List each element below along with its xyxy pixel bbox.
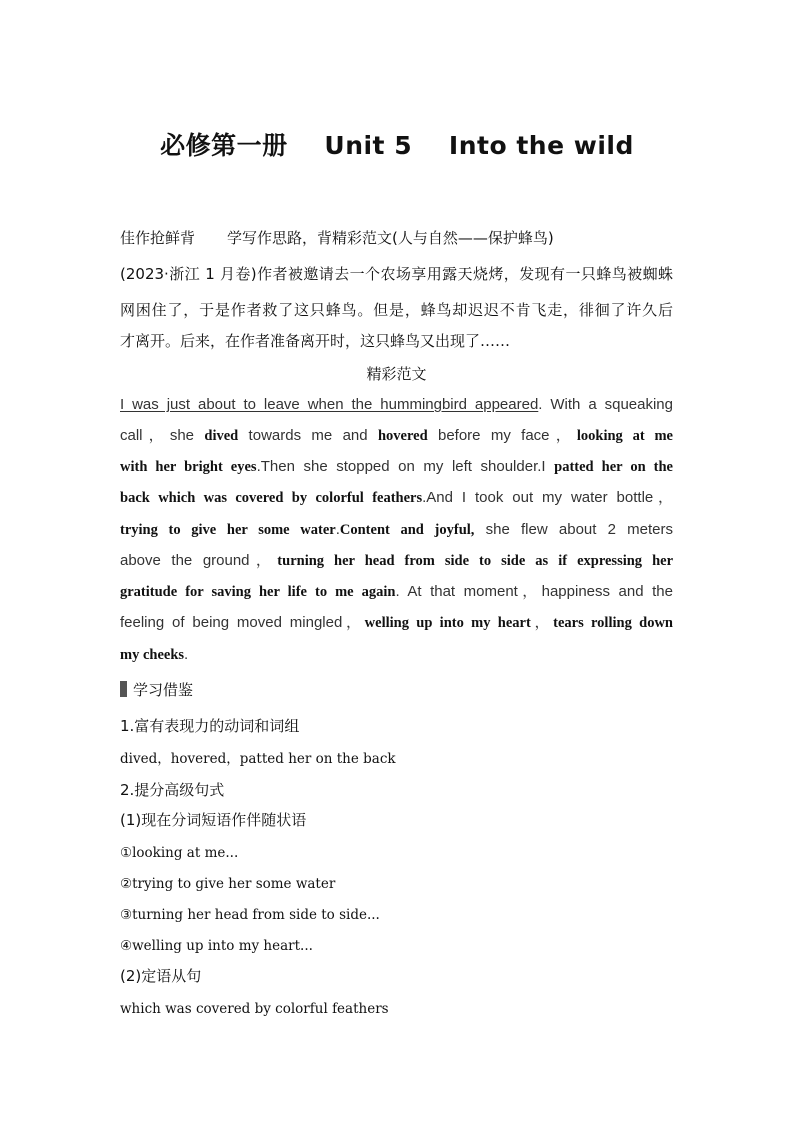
essay-highlight: hovered	[377, 428, 428, 444]
intro-line-1: (2023·浙江 1 月卷)作者被邀请去一个农场享用露天烧烤，发现有一只蜂鸟被蜘蛛	[120, 265, 673, 283]
essay-line-1	[120, 395, 673, 415]
essay-highlight: trying to give her some water	[120, 522, 336, 538]
study-section-2-sub-2: (2)定语从句	[120, 967, 202, 985]
essay-text: . At that moment，happiness and the	[395, 583, 673, 600]
essay-highlight: with her bright eyes	[120, 459, 257, 475]
essay-text: .	[335, 521, 340, 538]
essay-highlight: tears rolling down	[553, 615, 673, 631]
essay-line-7	[120, 582, 673, 602]
essay-highlight: turning her head from side to side as if expressing her	[277, 553, 674, 569]
essay-highlight: gratitude for saving her life to me again	[120, 584, 396, 600]
essay-text: .	[184, 646, 189, 663]
essay-line-2	[120, 426, 673, 446]
essay-highlight: welling up into my heart	[364, 615, 531, 631]
essay-text: . With a squeaking	[538, 396, 673, 413]
study-section-1-body: dived，hovered，patted her on the back	[120, 751, 396, 767]
essay-highlight: my cheeks	[120, 647, 185, 663]
essay-text: she flew about 2 meters	[474, 521, 674, 538]
essay-line-8	[120, 613, 673, 633]
essay-heading: 精彩范文	[366, 365, 427, 383]
essay-highlight: looking at me	[576, 428, 673, 444]
essay-line-9	[120, 645, 673, 665]
study-section-2-title: 2.提分高级句式	[120, 781, 225, 799]
study-section-2-sub-2-body: which was covered by colorful feathers	[120, 1001, 389, 1017]
study-section-1-title: 1.富有表现力的动词和词组	[120, 717, 300, 735]
essay-text: call，she	[120, 427, 205, 444]
essay-line-5	[120, 520, 673, 540]
essay-text: before my face，	[427, 427, 577, 444]
intro-line-3: 才离开。后来，在作者准备离开时，这只蜂鸟又出现了……	[120, 332, 511, 350]
essay-highlight: Content and joyful,	[339, 522, 475, 538]
intro-header	[120, 228, 673, 248]
essay-text: .And I took out my water bottle，	[422, 489, 673, 506]
essay-line-6	[120, 551, 673, 571]
essay-highlight: back which was covered by colorful feathers	[120, 490, 423, 506]
study-heading: 学习借鉴	[133, 681, 194, 699]
study-section-2-sub-1: (1)现在分词短语作伴随状语	[120, 811, 307, 829]
essay-line-3	[120, 457, 673, 477]
essay-underlined-sentence: I was just about to leave when the hummingbird appeared	[120, 396, 539, 413]
essay-text: feeling of being moved mingled，	[120, 614, 365, 631]
study-heading-row	[120, 680, 673, 700]
essay-text: towards me and	[238, 427, 378, 444]
essay-highlight: dived	[204, 428, 239, 444]
study-list-item: ②trying to give her some water	[120, 876, 336, 892]
study-list-item: ①looking at me...	[120, 845, 239, 861]
page-title: 必修第一册 Unit 5 Into the wild	[160, 131, 634, 160]
essay-highlight: patted her on the	[554, 459, 673, 475]
intro-line-2: 网困住了，于是作者救了这只蜂鸟。但是，蜂鸟却迟迟不肯飞走，徘徊了许久后	[120, 301, 673, 319]
study-list-item: ④welling up into my heart...	[120, 938, 313, 954]
intro-task: 学写作思路，背精彩范文(人与自然——保护蜂鸟)	[227, 229, 554, 247]
study-list-item: ③turning her head from side to side...	[120, 907, 380, 923]
section-marker-icon	[120, 681, 127, 697]
essay-line-4	[120, 488, 673, 508]
intro-tag: 佳作抢鲜背	[120, 229, 196, 247]
essay-text: ，	[530, 614, 554, 631]
essay-text: .Then she stopped on my left shoulder.I	[256, 458, 555, 475]
essay-text: above the ground，	[120, 552, 278, 569]
